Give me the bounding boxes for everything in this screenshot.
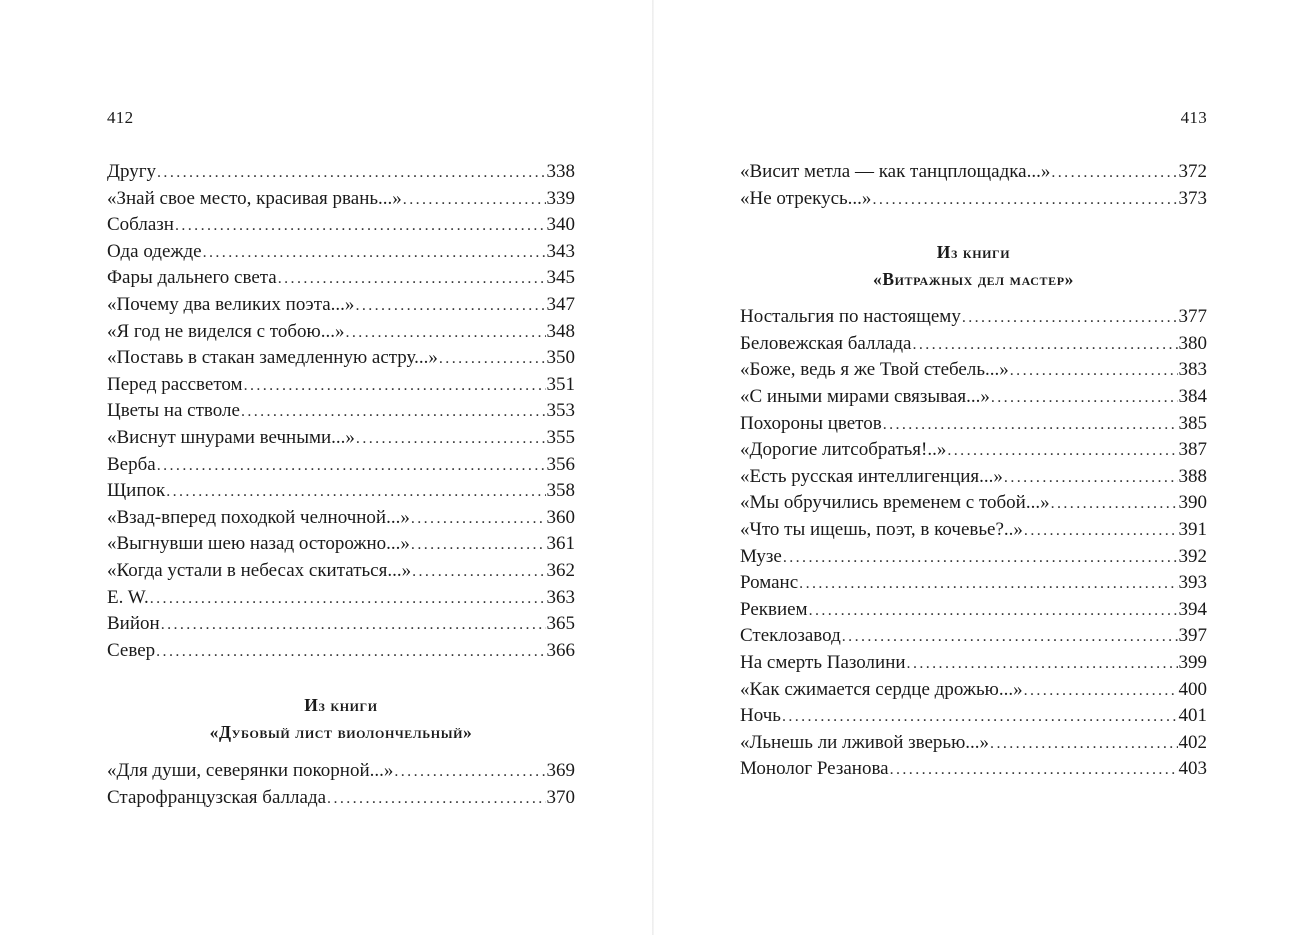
toc-entry	[740, 437, 1207, 464]
toc-entry	[740, 650, 1207, 677]
page-gutter	[652, 0, 654, 935]
toc-entry-title: Беловежская баллада	[740, 332, 912, 354]
section-heading-line1: Из книги	[304, 695, 378, 716]
dot-leader	[907, 651, 1178, 678]
section-heading	[740, 239, 1207, 292]
toc-entry	[107, 611, 575, 638]
toc-entry	[107, 758, 575, 785]
toc-entry	[107, 585, 575, 612]
toc-entry	[740, 357, 1207, 384]
section-heading-line2: «Витражных дел мастер»	[872, 268, 1074, 289]
toc-entry-page: 350	[546, 347, 575, 369]
toc-entry	[740, 384, 1207, 411]
toc-entry-page: 339	[546, 187, 575, 209]
toc-entry-title: «Выгнувши шею назад осторожно...»	[107, 533, 410, 555]
toc-entry-page: 356	[546, 453, 575, 475]
right-page	[740, 0, 1207, 935]
toc-entry-page: 363	[546, 586, 575, 608]
dot-leader	[782, 704, 1178, 731]
toc-entry	[107, 452, 575, 479]
section-heading	[107, 692, 575, 745]
toc-entry	[107, 558, 575, 585]
toc-entry-page: 361	[546, 533, 575, 555]
dot-leader	[150, 586, 546, 613]
toc-entry	[107, 505, 575, 532]
toc-entry-title: Вийон	[107, 613, 160, 635]
toc-entry	[740, 703, 1207, 730]
toc-entry-page: 358	[546, 480, 575, 502]
toc-entry	[107, 531, 575, 558]
dot-leader	[156, 639, 545, 666]
dot-leader	[244, 373, 546, 400]
dot-leader	[1024, 518, 1178, 545]
toc-entry-page: 380	[1178, 332, 1207, 354]
toc-entry-title: Фары дальнего света	[107, 267, 277, 289]
toc-entry	[740, 623, 1207, 650]
dot-leader	[394, 759, 545, 786]
toc-entry	[740, 490, 1207, 517]
toc-entry-page: 360	[546, 506, 575, 528]
toc-entry-title: Старофранцузская баллада	[107, 786, 327, 808]
toc-entry-title: Монолог Резанова	[740, 758, 889, 780]
dot-leader	[403, 187, 546, 214]
toc-entry-page: 338	[546, 161, 575, 182]
toc-entry-title: «Боже, ведь я же Твой стебель...»	[740, 359, 1009, 381]
toc-entry-title: Соблазн	[107, 214, 174, 236]
toc-entry-title: Другу	[107, 161, 157, 182]
toc-entry-title: Музе	[740, 545, 782, 567]
toc-entry-page: 372	[1178, 161, 1207, 182]
toc-entry-title: «Мы обручились временем с тобой...»	[740, 492, 1050, 514]
toc-entry	[740, 597, 1207, 624]
toc-entry	[740, 304, 1207, 331]
dot-leader	[783, 545, 1178, 572]
toc-entry-title: «Дорогие литсобратья!..»	[740, 439, 947, 461]
toc-entry-page: 362	[546, 559, 575, 581]
dot-leader	[991, 385, 1178, 412]
toc-entry	[107, 159, 575, 186]
toc-entry-title: «Поставь в стакан замедленную астру...»	[107, 347, 438, 369]
dot-leader	[799, 571, 1177, 598]
toc-entry-title: Щипок	[107, 480, 166, 502]
toc-entry	[107, 319, 575, 346]
toc-entry-page: 388	[1178, 465, 1207, 487]
dot-leader	[1004, 465, 1178, 492]
dot-leader	[962, 305, 1178, 332]
toc-entry-title: Ностальгия по настоящему	[740, 306, 961, 328]
dot-leader	[161, 612, 546, 639]
toc-entry-title: «Виснут шнурами вечными...»	[107, 426, 355, 448]
toc-entry-title: Похороны цветов	[740, 412, 882, 434]
toc-entry-list	[107, 758, 575, 811]
toc-entry-page: 403	[1178, 758, 1207, 780]
toc-entry-title: Стеклозавод	[740, 625, 841, 647]
toc-entry	[107, 345, 575, 372]
toc-entry-title: Реквием	[740, 598, 808, 620]
toc-entry	[740, 756, 1207, 783]
section-heading-line2: «Дубовый лист виолончельный»	[209, 721, 473, 742]
toc-entry-page: 399	[1178, 651, 1207, 673]
dot-leader	[345, 320, 545, 347]
toc-entry-page: 377	[1178, 306, 1207, 328]
toc-entry-title: «Я год не виделся с тобою...»	[107, 320, 345, 342]
toc-entry-list	[740, 159, 1207, 212]
toc-entry-page: 365	[546, 613, 575, 635]
toc-entry-title: Верба	[107, 453, 156, 475]
dot-leader	[412, 559, 545, 586]
dot-leader	[1010, 358, 1178, 385]
toc-entry-page: 370	[546, 786, 575, 808]
table-of-contents	[740, 159, 1207, 783]
toc-entry-title: «Для души, северянки покорной...»	[107, 760, 394, 782]
toc-entry	[107, 212, 575, 239]
table-of-contents	[107, 159, 575, 811]
dot-leader	[890, 757, 1178, 784]
toc-entry-title: «Есть русская интеллигенция...»	[740, 465, 1003, 487]
toc-entry-title: E. W.	[107, 586, 149, 608]
toc-entry	[107, 425, 575, 452]
toc-entry-page: 340	[546, 214, 575, 236]
dot-leader	[809, 598, 1178, 625]
toc-entry-title: «Не отрекусь...»	[740, 187, 872, 209]
toc-entry-page: 401	[1178, 705, 1207, 727]
toc-entry-title: Ода одежде	[107, 240, 202, 262]
toc-entry-title: Ночь	[740, 705, 781, 727]
dot-leader	[912, 332, 1177, 359]
section-heading-line1: Из книги	[936, 242, 1011, 263]
page-number: 413	[1180, 108, 1207, 127]
toc-entry-page: 348	[546, 320, 575, 342]
dot-leader	[203, 240, 546, 267]
dot-leader	[883, 412, 1178, 439]
toc-entry-title: «Льнешь ли лживой зверью...»	[740, 731, 990, 753]
toc-entry	[740, 331, 1207, 358]
toc-entry	[740, 570, 1207, 597]
dot-leader	[356, 426, 546, 453]
toc-entry	[107, 638, 575, 665]
toc-entry	[740, 411, 1207, 438]
toc-entry	[107, 478, 575, 505]
toc-entry-page: 345	[546, 267, 575, 289]
toc-entry-page: 400	[1178, 678, 1207, 700]
toc-entry-title: «Почему два великих поэта...»	[107, 293, 355, 315]
dot-leader	[411, 532, 546, 559]
dot-leader	[278, 266, 546, 293]
toc-entry	[107, 785, 575, 812]
toc-entry	[107, 186, 575, 213]
toc-entry	[740, 517, 1207, 544]
dot-leader	[947, 438, 1177, 465]
toc-entry-page: 373	[1178, 187, 1207, 209]
toc-entry-page: 387	[1178, 439, 1207, 461]
dot-leader	[1024, 678, 1178, 705]
toc-entry	[740, 159, 1207, 186]
toc-entry-page: 390	[1178, 492, 1207, 514]
toc-entry-title: На смерть Пазолини	[740, 651, 906, 673]
toc-entry-title: «С иными мирами связывая...»	[740, 385, 990, 407]
dot-leader	[241, 399, 546, 426]
dot-leader	[411, 506, 546, 533]
toc-entry-page: 366	[546, 639, 575, 661]
toc-entry-page: 343	[546, 240, 575, 262]
dot-leader	[166, 479, 545, 506]
toc-entry-page: 384	[1178, 385, 1207, 407]
dot-leader	[327, 786, 545, 813]
toc-entry-page: 385	[1178, 412, 1207, 434]
dot-leader	[157, 453, 546, 480]
toc-entry-title: Север	[107, 639, 156, 661]
toc-entry-title: «Когда устали в небесах скитаться...»	[107, 559, 412, 581]
dot-leader	[175, 213, 546, 240]
toc-entry-page: 355	[546, 426, 575, 448]
toc-entry-list	[740, 304, 1207, 783]
toc-entry-title: «Как сжимается сердце дрожью...»	[740, 678, 1023, 700]
toc-entry	[740, 730, 1207, 757]
dot-leader	[157, 160, 545, 187]
toc-entry-title: Перед рассветом	[107, 373, 243, 395]
dot-leader	[990, 731, 1177, 758]
dot-leader	[1051, 160, 1177, 187]
toc-entry-page: 394	[1178, 598, 1207, 620]
toc-entry	[107, 292, 575, 319]
toc-entry-page: 392	[1178, 545, 1207, 567]
toc-entry-title: «Взад-вперед походкой челночной...»	[107, 506, 410, 528]
toc-entry-title: Романс	[740, 572, 799, 594]
toc-entry-page: 402	[1178, 731, 1207, 753]
toc-entry	[107, 265, 575, 292]
toc-entry-page: 353	[546, 400, 575, 422]
toc-entry-page: 383	[1178, 359, 1207, 381]
left-page	[107, 0, 575, 935]
toc-entry-page: 347	[546, 293, 575, 315]
toc-entry	[107, 239, 575, 266]
toc-entry-list	[107, 159, 575, 664]
toc-entry-page: 397	[1178, 625, 1207, 647]
toc-entry-page: 391	[1178, 518, 1207, 540]
toc-entry	[740, 464, 1207, 491]
dot-leader	[842, 624, 1178, 651]
dot-leader	[439, 346, 546, 373]
toc-entry-page: 393	[1178, 572, 1207, 594]
toc-entry-title: Цветы на стволе	[107, 400, 240, 422]
dot-leader	[872, 187, 1177, 214]
toc-entry	[107, 372, 575, 399]
toc-entry-page: 369	[546, 760, 575, 782]
toc-entry	[740, 186, 1207, 213]
toc-entry-title: «Что ты ищешь, поэт, в кочевье?..»	[740, 518, 1023, 540]
dot-leader	[355, 293, 545, 320]
page-number: 412	[107, 108, 134, 127]
toc-entry-title: «Висит метла — как танцплощадка...»	[740, 161, 1051, 182]
toc-entry-title: «Знай свое место, красивая рвань...»	[107, 187, 402, 209]
toc-entry	[740, 544, 1207, 571]
dot-leader	[1051, 491, 1178, 518]
toc-entry-page: 351	[546, 373, 575, 395]
toc-entry	[740, 677, 1207, 704]
toc-entry	[107, 398, 575, 425]
